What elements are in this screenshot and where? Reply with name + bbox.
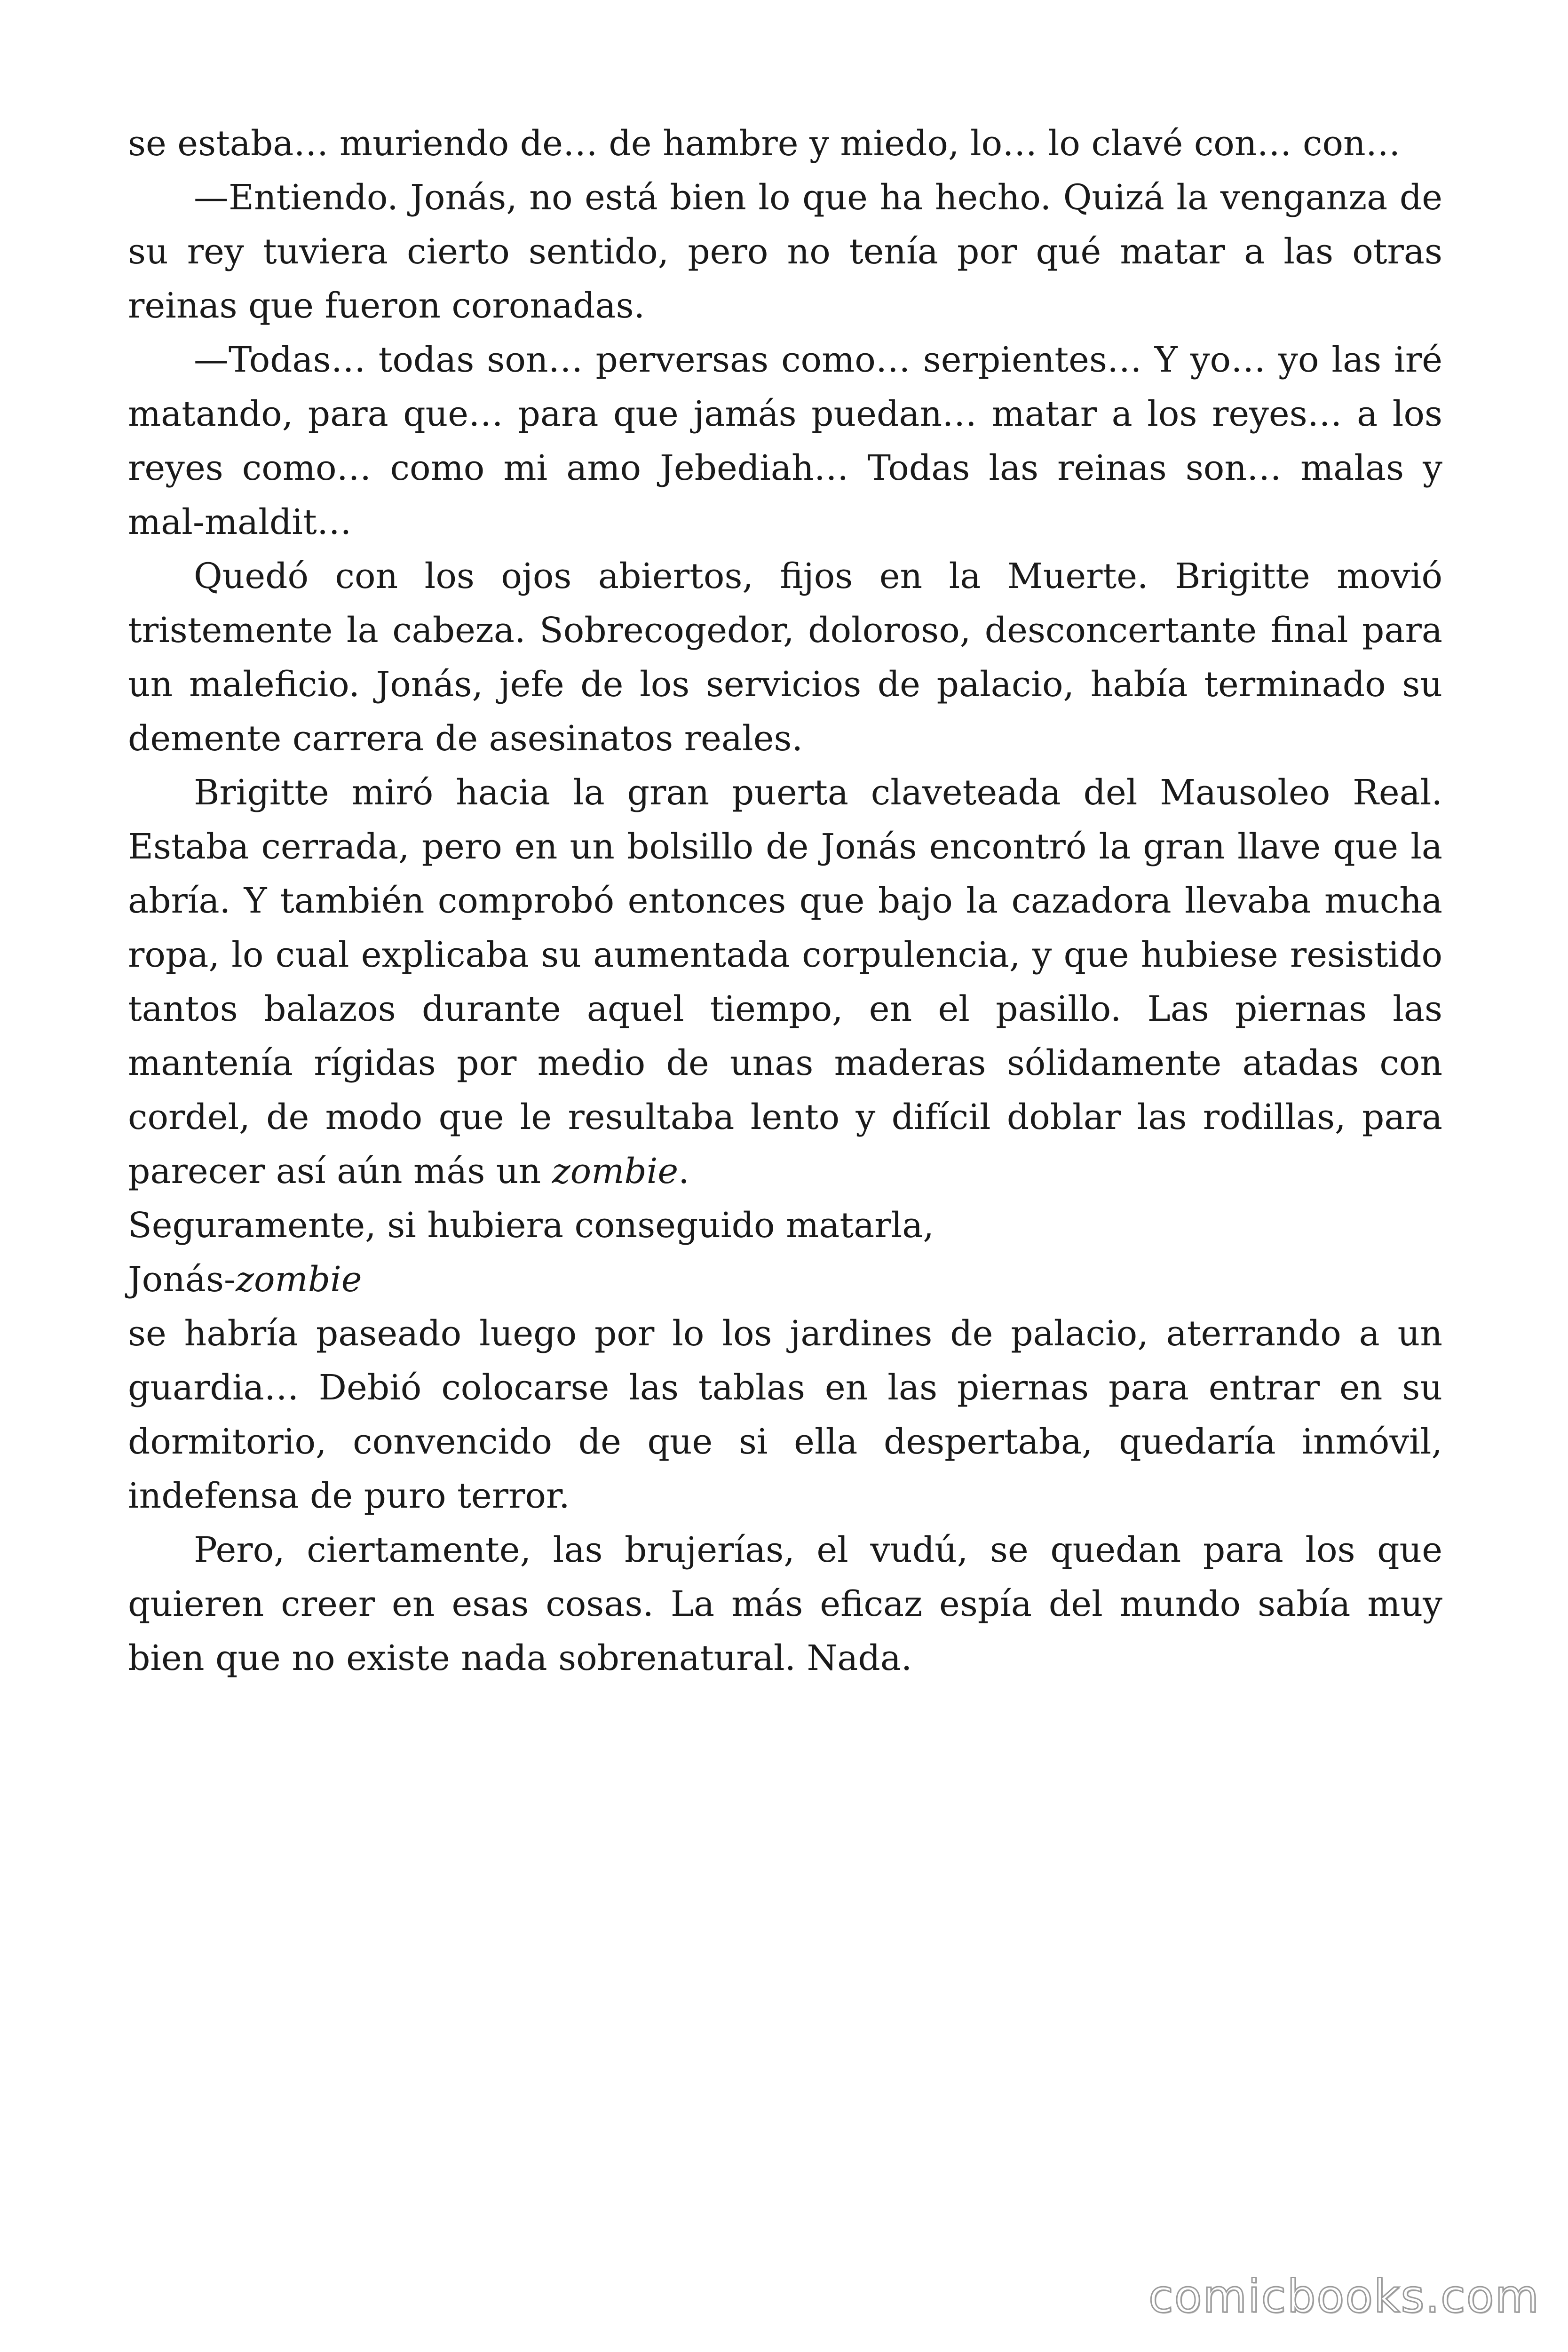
text-run: Quedó con los ojos abiertos, fijos en la Muerte. Brigitte movió tristemente la cabeza. Sobrecogedor, doloroso, desconcertante final para un maleficio. Jonás, jefe de los servicios de palacio, había terminado su demente carrera de asesinatos reales. [128,556,1442,759]
text-run: Brigitte miró hacia la gran puerta claveteada del Mausoleo Real. Estaba cerrada, pero en un bolsillo de Jonás encontró la gran llave que la abría. Y también comprobó entonces que bajo la cazadora llevaba mucha ropa, lo cual explicaba su aumentada corpulencia, y que hubiese resistido tantos balazos durante aquel tiempo, en el pasillo. Las piernas las mantenía rígidas por medio de unas maderas sólidamente atadas con cordel, de modo que le resultaba lento y difícil doblar las rodillas, para parecer así aún más un [128,772,1442,1192]
body-text [128,117,1442,1685]
watermark-text: comicbooks.com [1148,2270,1540,2323]
paragraph [128,333,1442,549]
text-run: —Entiendo. Jonás, no está bien lo que ha hecho. Quizá la venganza de su rey tuviera cierto sentido, pero no tenía por qué matar a las otras reinas que fueron coronadas. [128,177,1442,326]
paragraph [128,171,1442,333]
paragraph [128,766,1442,1199]
paragraph [128,1307,1442,1523]
italic-text-run: zombie [235,1259,362,1300]
paragraph [128,117,1442,171]
paragraph [128,1523,1442,1685]
paragraph [128,1199,1442,1253]
text-run: . [678,1151,689,1192]
paragraph [128,1253,1442,1307]
text-run: se estaba… muriendo de… de hambre y miedo, lo… lo clavé con… con… [128,123,1401,164]
text-run: —Todas… todas son… perversas como… serpientes… Y yo… yo las iré matando, para que… para que jamás puedan… matar a los reyes… a los reyes como… como mi amo Jebediah… Todas las reinas son… malas y mal-maldit… [128,340,1442,542]
italic-text-run: zombie [552,1151,679,1192]
paragraph [128,549,1442,766]
text-run: se habría paseado luego por lo los jardines de palacio, aterrando a un guardia… Debió colocarse las tablas en las piernas para entrar en su dormitorio, convencido de que si ella despertaba, quedaría inmóvil, indefensa de puro terror. [128,1313,1442,1516]
text-run: Pero, ciertamente, las brujerías, el vudú, se quedan para los que quieren creer en esas cosas. La más eficaz espía del mundo sabía muy bien que no existe nada sobrenatural. Nada. [128,1530,1442,1678]
text-run: Jonás- [128,1259,236,1300]
text-run: Seguramente, si hubiera conseguido matarla, [128,1205,934,1246]
